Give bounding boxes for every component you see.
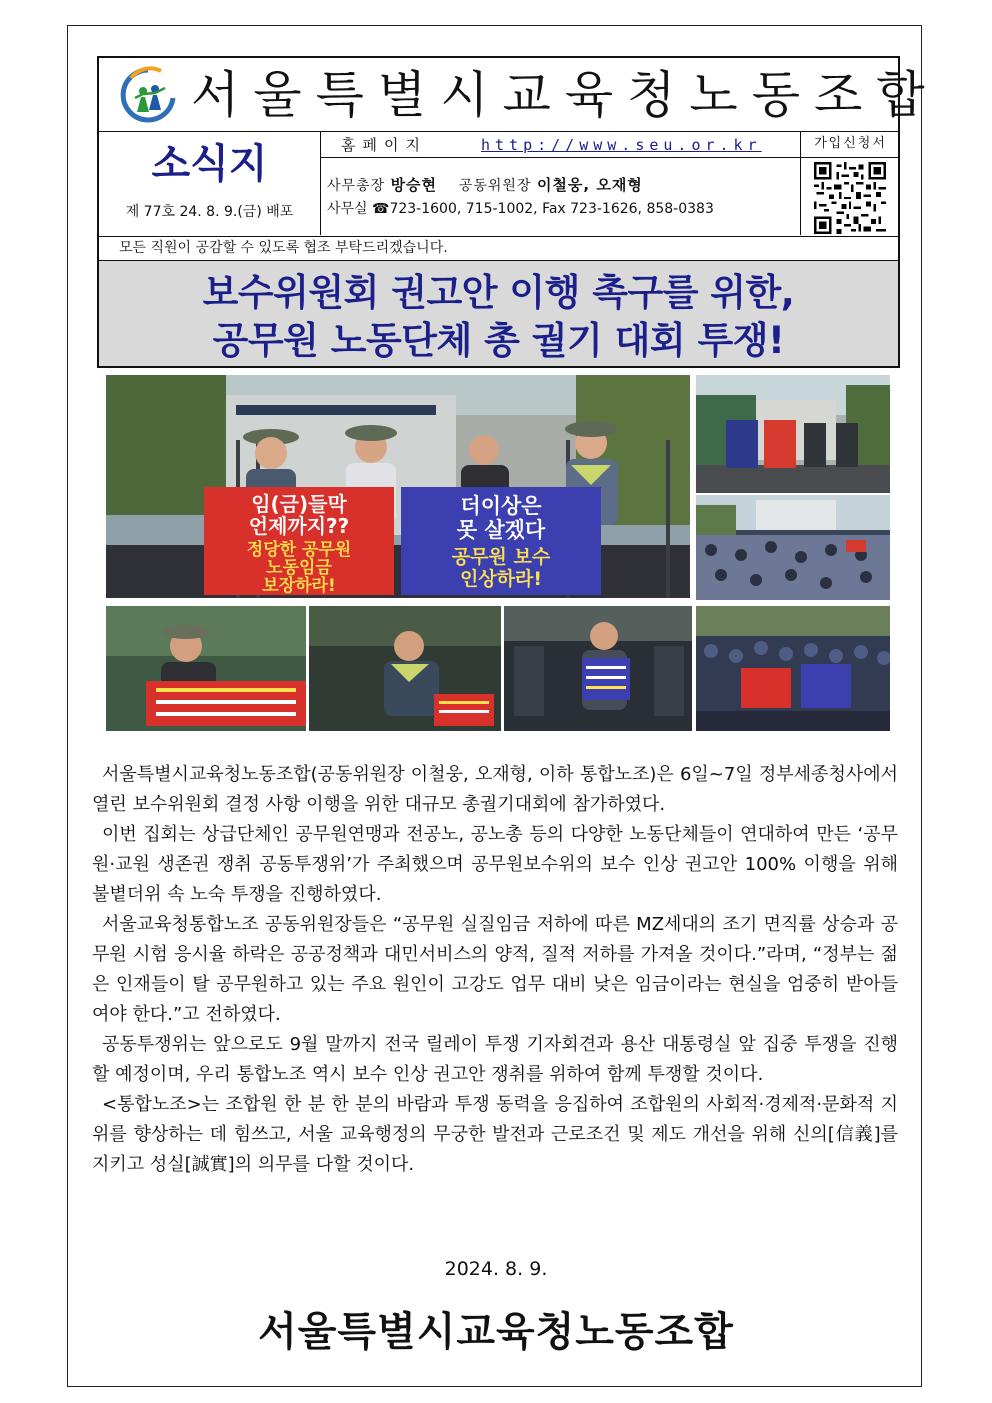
sign-left-text-1: 임(금)들막 <box>251 492 347 516</box>
photo-night-picket <box>504 606 692 731</box>
sign-left-text-5: 보장하라! <box>262 576 336 596</box>
article-paragraph-2: 이번 집회는 상급단체인 공무원연맹과 전공노, 공노총 등의 다양한 노동단체들이 연대하여 만든 ‘공무원·교원 생존권 쟁취 공동투쟁위’가 주최했으며 공무원보수위의 보수 인상 권고안 100% 이행을 위해 불볕더위 속 노숙 투쟁을 진행하였다. <box>92 824 898 905</box>
photo-crowd-signs <box>696 606 890 731</box>
sign-right-text-4: 인상하라! <box>459 568 543 590</box>
sign-left-text-4: 노동임금 <box>266 558 332 578</box>
sign-right-text-1: 더이상은 <box>460 494 542 518</box>
notice-row: 모든 직원이 공감할 수 있도록 협조 부탁드리겠습니다. <box>99 237 898 261</box>
homepage-link[interactable]: http://www.seu.or.kr <box>481 136 762 154</box>
headline-line-1: 보수위원회 권고안 이행 촉구를 위한, <box>202 271 795 314</box>
article-paragraph-4: 공동투쟁위는 앞으로도 9월 말까지 전국 릴레이 투쟁 기자회견과 용산 대통령실 앞 집중 투쟁을 진행할 예정이며, 우리 통합노조 역시 보수 인상 권고안 쟁취를 위하여 함께 투쟁할 것이다. <box>92 1034 898 1085</box>
issue-line: 제 77호 24. 8. 9.(금) 배포 <box>125 204 294 220</box>
photo-large-crowd <box>696 495 890 600</box>
office-phone-line: 사무실 ☎723-1600, 715-1002, Fax 723-1626, 858-0383 <box>327 201 714 217</box>
photo-tent-protest <box>696 375 890 493</box>
signature: 서울특별시교육청노동조합 <box>258 1309 734 1355</box>
chair-label: 공동위원장 <box>458 178 532 194</box>
qr-code-icon[interactable] <box>811 162 889 234</box>
secretary-name: 방승현 <box>390 176 438 194</box>
article-paragraph-3: 서울교육청통합노조 공동위원장들은 “공무원 실질임금 저하에 따른 MZ세대의 조기 면직률 상승과 공무원 시험 응시율 하락은 공공정책과 대민서비스의 양적, 질적 저하를 가져올 것이다.”라며, “정부는 젊은 인재들이 탈 공무원하고 있는 주요 원인이 고강도 업무 대비 낮은 임금이라는 현실을 엄중히 받아들여야 한다.”고 전하였다. <box>92 914 898 1025</box>
sign-left-text-3: 정당한 공무원 <box>246 540 352 560</box>
photo-collage <box>106 375 890 731</box>
info-row <box>99 132 898 237</box>
photo-sit-in-2 <box>309 606 501 731</box>
masthead <box>97 56 939 368</box>
org-title: 서울특별시교육청노동조합 <box>191 66 939 124</box>
newsletter-box <box>99 132 321 235</box>
contact-info <box>321 158 801 235</box>
article-paragraph-1: 서울특별시교육청노동조합(공동위원장 이철웅, 오재형, 이하 통합노조)은 6일~7일 정부세종청사에서 열린 보수위원회 결정 사항 이행을 위한 대규모 총궐기대회에 참가하였다. <box>92 764 898 815</box>
photo-main-rally <box>106 375 690 598</box>
photo-sit-in-1 <box>106 606 306 731</box>
join-label: 가입신청서 <box>801 132 900 158</box>
sign-left-text-2: 언제까지?? <box>248 514 350 538</box>
headline-box <box>99 261 898 366</box>
union-logo-icon <box>117 64 179 126</box>
homepage-row <box>321 132 801 158</box>
sign-right-text-2: 못 살겠다 <box>456 518 546 542</box>
issue-date: 2024. 8. 9. <box>444 1258 548 1280</box>
headline <box>99 261 898 365</box>
officers-line <box>327 174 643 195</box>
headline-line-2: 공무원 노동단체 총 궐기 대회 투쟁! <box>212 319 785 362</box>
sign-right-text-3: 공무원 보수 <box>451 546 551 568</box>
secretary-label: 사무총장 <box>327 178 386 194</box>
article-paragraph-5: <통합노조>는 조합원 한 분 한 분의 바람과 투쟁 동력을 응집하여 조합원의 사회적·경제적·문화적 지위를 향상하는 데 힘쓰고, 서울 교육행정의 무궁한 발전과 근로조건 및 제도 개선을 위해 신의[信義]를 지키고 성실[誠實]의 의무를 다할 것이다. <box>92 1094 898 1175</box>
article-body <box>92 760 898 1180</box>
title-row <box>99 58 939 132</box>
homepage-label: 홈페이지 <box>341 136 427 154</box>
newsletter-title: 소식지 <box>151 141 268 187</box>
chair-names: 이철웅, 오재형 <box>536 176 643 194</box>
join-box <box>801 132 900 235</box>
